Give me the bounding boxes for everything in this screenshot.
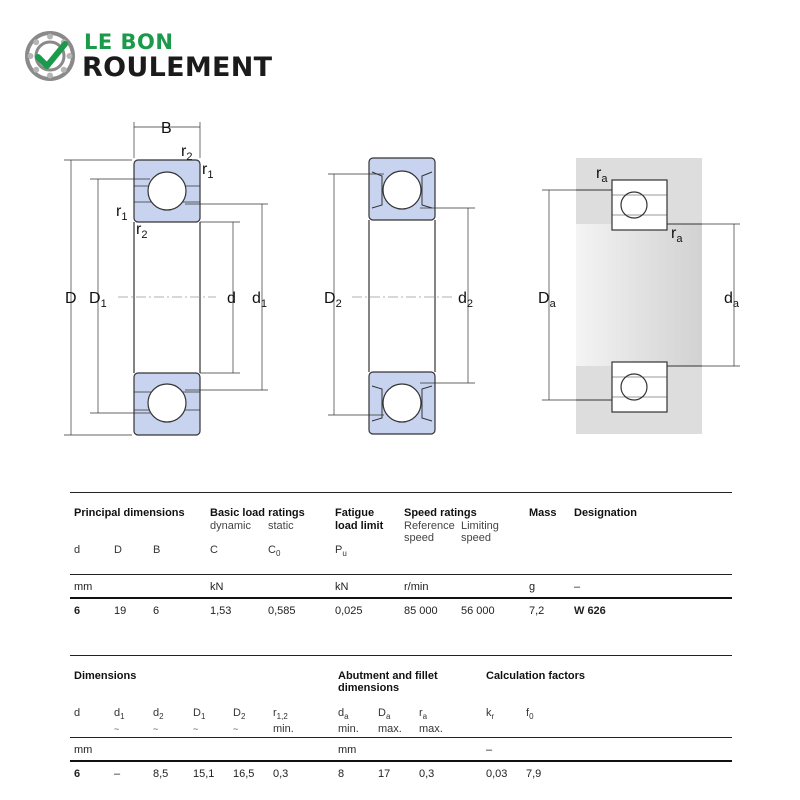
row-reference-speed: 85 000 — [404, 605, 438, 617]
sym2-D1: $D_1$ ~ — [193, 707, 206, 735]
row2-f0: 7,9 — [526, 768, 542, 780]
unit2-mm-abutment: mm — [338, 744, 357, 756]
specs-table — [70, 492, 732, 617]
sym2-da: $d_a$ min. — [338, 707, 359, 736]
label-da: $d_a$ — [724, 290, 740, 310]
hdr-basic-load-ratings: Basic load ratings — [210, 507, 305, 519]
hdr-limiting: Limiting — [461, 520, 499, 532]
sym2-d: d — [74, 707, 81, 719]
row2-Da: 17 — [378, 768, 391, 780]
bearing-drawings — [0, 100, 800, 460]
row-D: 19 — [114, 605, 127, 617]
sym2-D2: $D_2$ ~ — [233, 707, 246, 735]
row-Pu: 0,025 — [335, 605, 363, 617]
hdr-dynamic: dynamic — [210, 520, 251, 532]
shielded-bearing-view — [328, 158, 475, 434]
label-ra-top: $r_a$ — [596, 165, 608, 185]
row2-d1: – — [114, 768, 121, 780]
label-D2: $D_2$ — [324, 290, 342, 310]
shielded-bearing-labels — [324, 290, 473, 310]
label-d: d — [227, 290, 236, 307]
unit-rmin: r/min — [404, 581, 429, 593]
hdr-designation: Designation — [574, 507, 637, 519]
label-d2: $d_2$ — [458, 290, 474, 310]
hdr-reference: Reference — [404, 520, 455, 532]
label-r1-inner: $r_1$ — [116, 203, 128, 223]
unit-kN-load: kN — [210, 581, 224, 593]
label-D: D — [65, 290, 77, 307]
unit-designation-dash: – — [574, 581, 581, 593]
sym2-Da: $D_a$ max. — [378, 707, 402, 736]
row2-kr: 0,03 — [486, 768, 508, 780]
row-B: 6 — [153, 605, 160, 617]
label-D1: $D_1$ — [89, 290, 107, 310]
row2-d: 6 — [74, 768, 81, 780]
unit-g: g — [529, 581, 536, 593]
label-r2-top: $r_2$ — [181, 143, 193, 163]
sym-D: D — [114, 544, 122, 556]
unit-mm: mm — [74, 581, 93, 593]
row2-da: 8 — [338, 768, 345, 780]
hdr-static: static — [268, 520, 294, 532]
hdr-fatigue: Fatigue — [335, 507, 375, 519]
bearing-section-view — [64, 122, 268, 435]
brand-name-line1: LE BON — [84, 30, 174, 54]
sym2-d2: $d_2$ ~ — [153, 707, 164, 735]
hdr-speed-ratings: Speed ratings — [404, 507, 477, 519]
row2-D1: 15,1 — [193, 768, 215, 780]
sym2-f0: $f_0$ — [526, 707, 534, 722]
hdr-calculation-factors: Calculation factors — [486, 670, 586, 682]
hdr-principal-dimensions: Principal dimensions — [74, 507, 185, 519]
sym-d: d — [74, 544, 81, 556]
unit2-mm-dimensions: mm — [74, 744, 93, 756]
row2-ra: 0,3 — [419, 768, 435, 780]
label-r1-top: $r_1$ — [202, 161, 214, 181]
row2-d2: 8,5 — [153, 768, 169, 780]
dimensions-table — [70, 655, 732, 780]
label-B: B — [161, 120, 172, 137]
hdr-load-limit: load limit — [335, 520, 384, 532]
brand-logo — [24, 28, 304, 84]
unit2-dash: – — [486, 744, 493, 756]
row2-r12: 0,3 — [273, 768, 289, 780]
row-mass: 7,2 — [529, 605, 545, 617]
label-r2-inner: $r_2$ — [136, 221, 148, 241]
sym-C: C — [210, 544, 218, 556]
hdr-dimensions: Dimensions — [74, 670, 137, 682]
hdr-limiting-speed: speed — [461, 532, 491, 544]
row-limiting-speed: 56 000 — [461, 605, 495, 617]
sym-B: B — [153, 544, 161, 556]
brand-name-line2: ROULEMENT — [82, 52, 273, 83]
bearing-check-icon — [24, 30, 76, 82]
row2-D2: 16,5 — [233, 768, 255, 780]
hdr-reference-speed: speed — [404, 532, 434, 544]
abutment-view — [542, 158, 740, 434]
sym2-r12: $r_{1,2}$ min. — [273, 707, 294, 736]
hdr-abutment: Abutment and fillet — [338, 670, 438, 682]
hdr-mass: Mass — [529, 507, 557, 519]
hdr-abutment-dimensions: dimensions — [338, 682, 400, 694]
row-C0: 0,585 — [268, 605, 296, 617]
row-C: 1,53 — [210, 605, 232, 617]
unit-kN-fatigue: kN — [335, 581, 349, 593]
row-designation: W 626 — [574, 605, 606, 617]
sym-C0: $C_0$ — [268, 544, 281, 559]
sym2-kr: $k_r$ — [486, 707, 495, 722]
label-d1: $d_1$ — [252, 290, 268, 310]
label-Da: $D_a$ — [538, 290, 556, 310]
sym2-ra: $r_a$ max. — [419, 707, 443, 736]
sym-Pu: $P_u$ — [335, 544, 347, 559]
row-d: 6 — [74, 605, 81, 617]
label-ra-inner: $r_a$ — [671, 225, 683, 245]
sym2-d1: $d_1$ ~ — [114, 707, 125, 735]
